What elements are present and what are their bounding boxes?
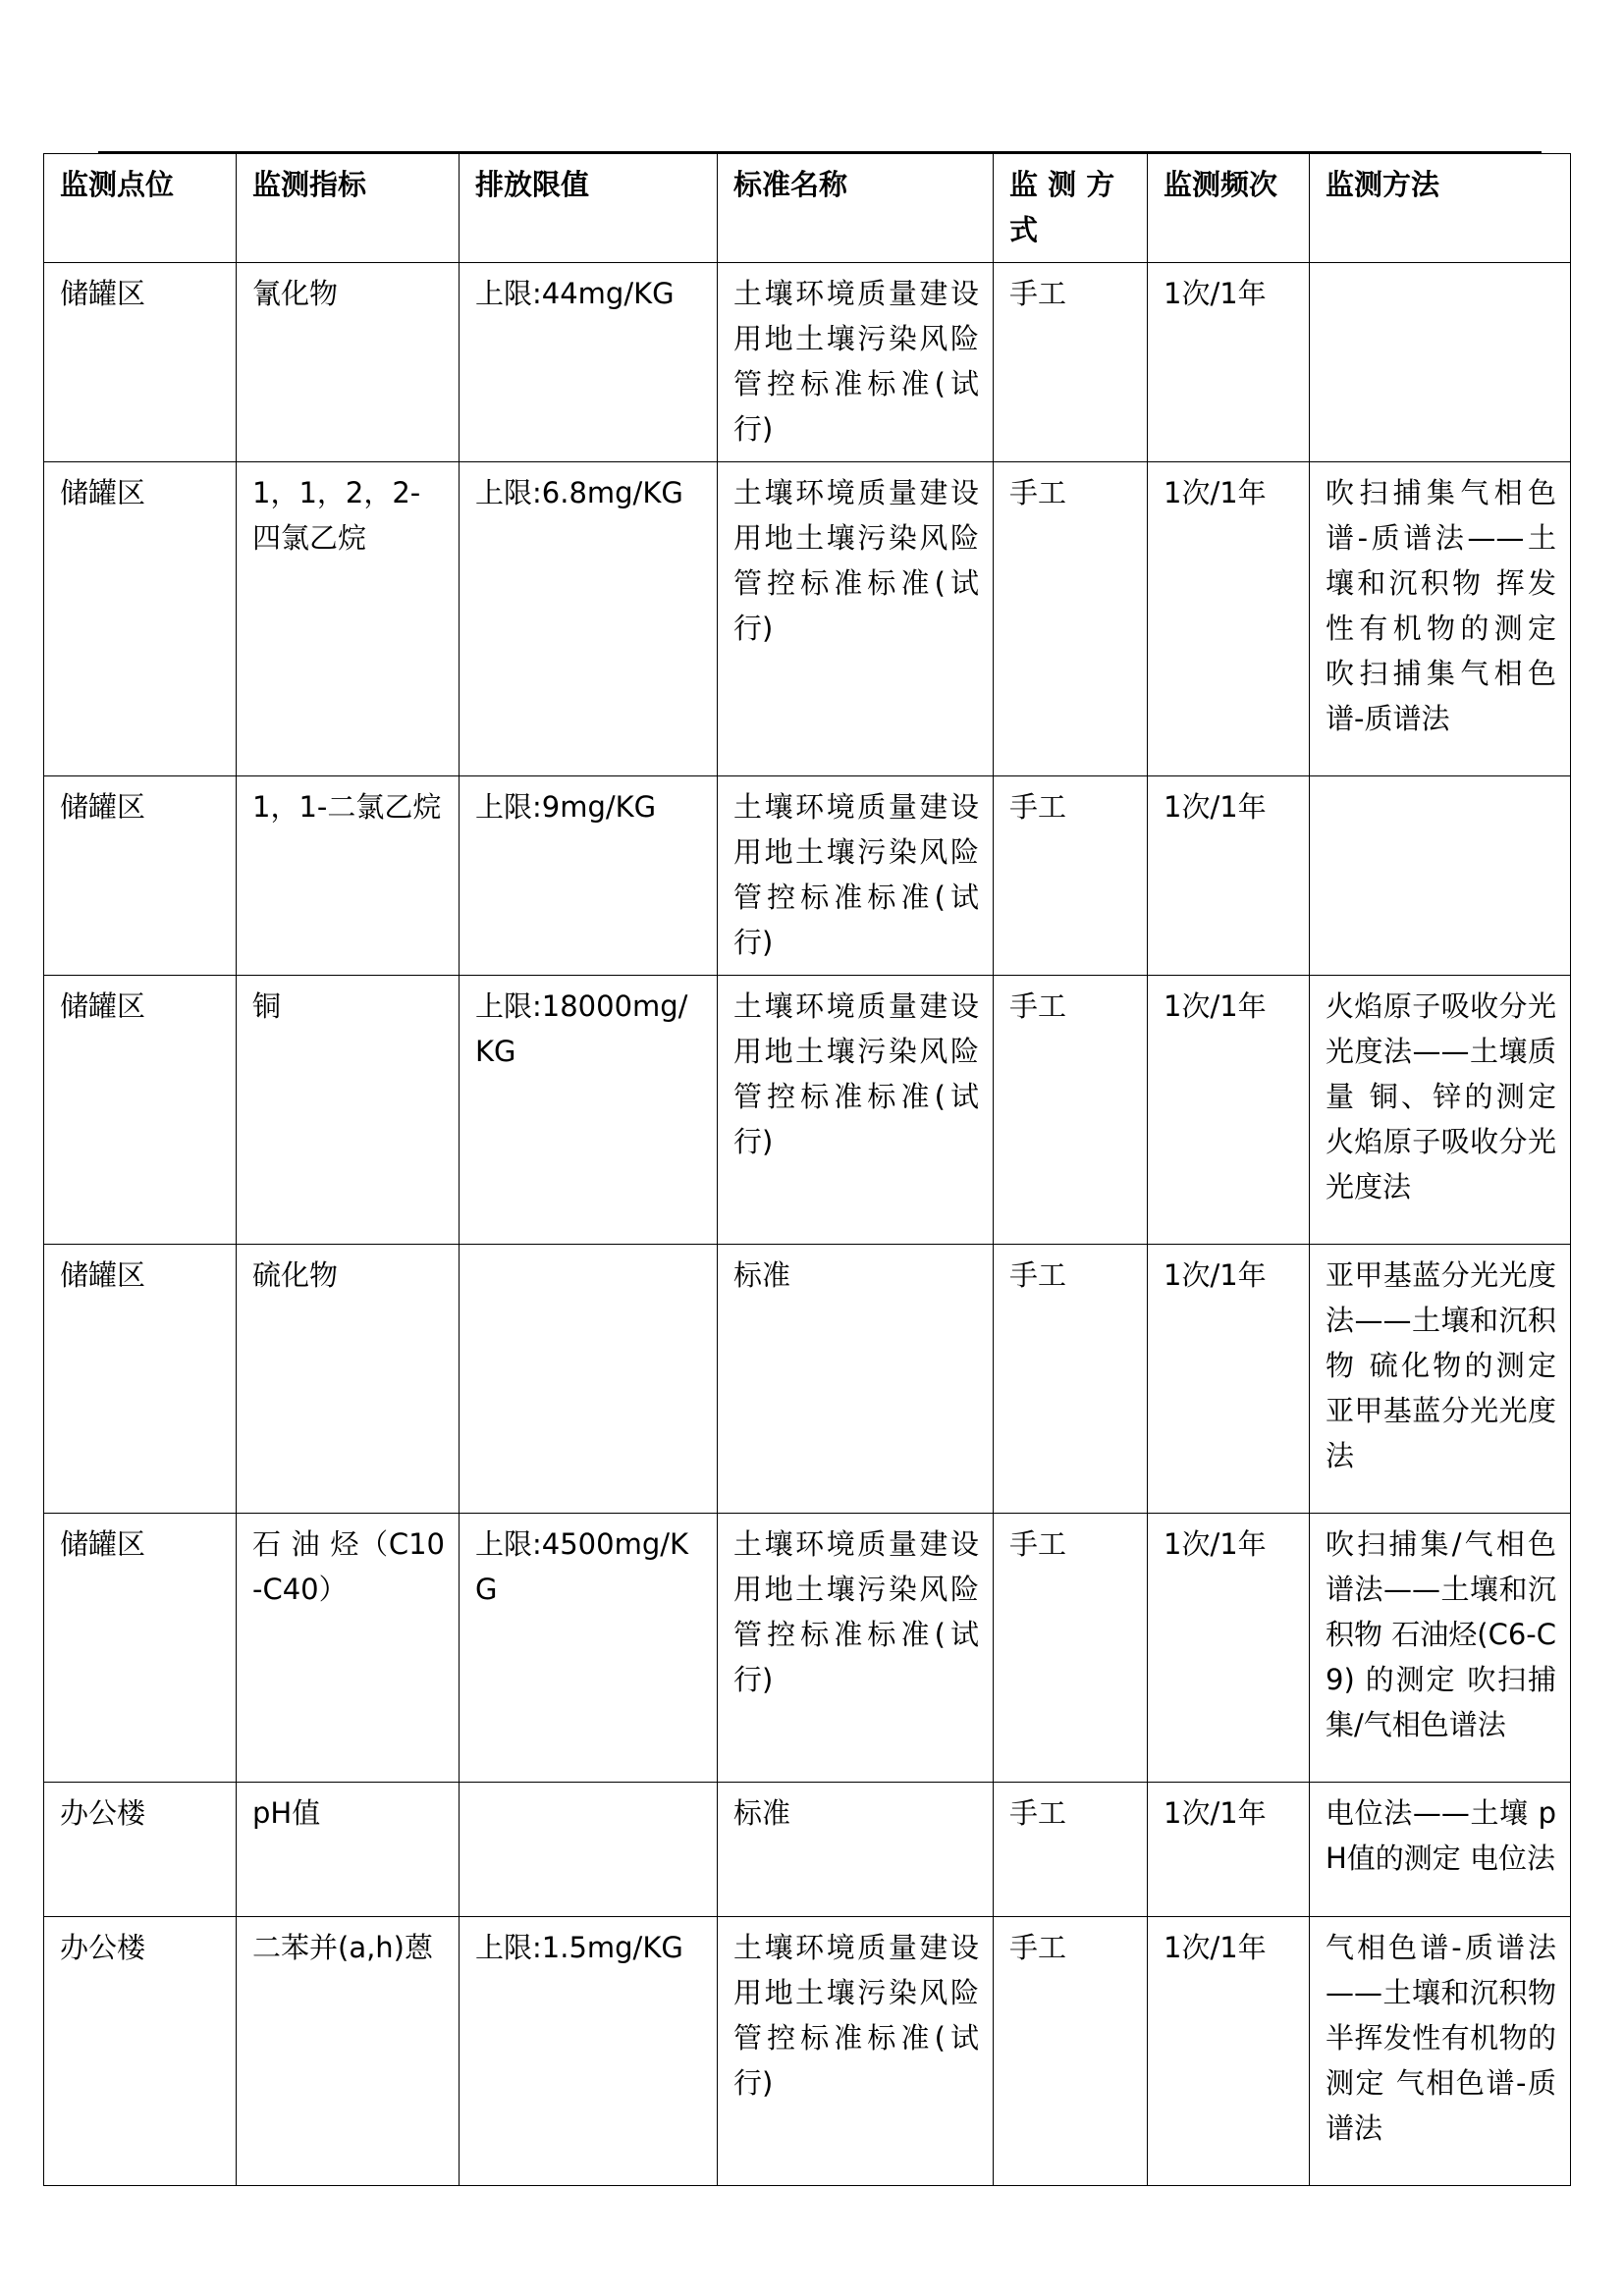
header-standard-name: 标准名称 [718, 154, 994, 263]
cell-monitoring-mode: 手工 [994, 1245, 1148, 1514]
cell-emission-limit: 上限:18000mg/KG [460, 976, 718, 1245]
cell-standard-name: 标准 [718, 1245, 994, 1514]
cell-monitoring-point: 储罐区 [44, 462, 237, 776]
cell-standard-name: 土壤环境质量建设用地土壤污染风险管控标准标准(试行) [718, 776, 994, 976]
table-row [44, 263, 1571, 462]
cell-monitoring-method: 吹扫捕集/气相色谱法——土壤和沉积物 石油烃(C6-C9) 的测定 吹扫捕集/气相色谱法 [1310, 1514, 1571, 1783]
header-emission-limit: 排放限值 [460, 154, 718, 263]
header-monitoring-point: 监测点位 [44, 154, 237, 263]
cell-monitoring-mode: 手工 [994, 1917, 1148, 2186]
header-monitoring-indicator: 监测指标 [237, 154, 460, 263]
monitoring-table [43, 153, 1571, 2186]
cell-monitoring-frequency: 1次/1年 [1148, 263, 1310, 462]
cell-monitoring-method [1310, 263, 1571, 462]
cell-monitoring-mode: 手工 [994, 1783, 1148, 1917]
cell-emission-limit: 上限:6.8mg/KG [460, 462, 718, 776]
cell-monitoring-method: 火焰原子吸收分光光度法——土壤质量 铜、锌的测定 火焰原子吸收分光光度法 [1310, 976, 1571, 1245]
cell-monitoring-point: 储罐区 [44, 976, 237, 1245]
cell-emission-limit: 上限:9mg/KG [460, 776, 718, 976]
cell-monitoring-mode: 手工 [994, 976, 1148, 1245]
cell-monitoring-mode: 手工 [994, 263, 1148, 462]
table-row [44, 1245, 1571, 1514]
cell-standard-name: 土壤环境质量建设用地土壤污染风险管控标准标准(试行) [718, 1514, 994, 1783]
cell-monitoring-frequency: 1次/1年 [1148, 1917, 1310, 2186]
cell-monitoring-frequency: 1次/1年 [1148, 1245, 1310, 1514]
cell-emission-limit [460, 1783, 718, 1917]
cell-monitoring-indicator: 二苯并(a,h)蒽 [237, 1917, 460, 2186]
cell-monitoring-method [1310, 776, 1571, 976]
cell-emission-limit: 上限:44mg/KG [460, 263, 718, 462]
cell-monitoring-mode: 手工 [994, 1514, 1148, 1783]
cell-emission-limit [460, 1245, 718, 1514]
cell-monitoring-frequency: 1次/1年 [1148, 976, 1310, 1245]
cell-monitoring-indicator: 1，1，2，2-四氯乙烷 [237, 462, 460, 776]
cell-monitoring-method: 吹扫捕集气相色谱-质谱法——土壤和沉积物 挥发性有机物的测定 吹扫捕集气相色谱-质谱法 [1310, 462, 1571, 776]
header-monitoring-method: 监测方法 [1310, 154, 1571, 263]
header-monitoring-mode: 监 测 方式 [994, 154, 1148, 263]
cell-monitoring-frequency: 1次/1年 [1148, 1514, 1310, 1783]
cell-monitoring-point: 储罐区 [44, 263, 237, 462]
cell-monitoring-point: 办公楼 [44, 1783, 237, 1917]
table-row [44, 1783, 1571, 1917]
cell-monitoring-frequency: 1次/1年 [1148, 1783, 1310, 1917]
table-row [44, 1514, 1571, 1783]
cell-emission-limit: 上限:4500mg/KG [460, 1514, 718, 1783]
cell-monitoring-mode: 手工 [994, 462, 1148, 776]
cell-monitoring-point: 办公楼 [44, 1917, 237, 2186]
cell-emission-limit: 上限:1.5mg/KG [460, 1917, 718, 2186]
cell-monitoring-method: 气相色谱-质谱法——土壤和沉积物 半挥发性有机物的测定 气相色谱-质谱法 [1310, 1917, 1571, 2186]
cell-monitoring-indicator: 铜 [237, 976, 460, 1245]
cell-standard-name: 土壤环境质量建设用地土壤污染风险管控标准标准(试行) [718, 1917, 994, 2186]
table-row [44, 776, 1571, 976]
table-row [44, 976, 1571, 1245]
cell-monitoring-indicator: 1，1-二氯乙烷 [237, 776, 460, 976]
table-row [44, 462, 1571, 776]
cell-monitoring-mode: 手工 [994, 776, 1148, 976]
cell-monitoring-indicator: 硫化物 [237, 1245, 460, 1514]
cell-standard-name: 土壤环境质量建设用地土壤污染风险管控标准标准(试行) [718, 263, 994, 462]
cell-standard-name: 土壤环境质量建设用地土壤污染风险管控标准标准(试行) [718, 462, 994, 776]
cell-monitoring-method: 亚甲基蓝分光光度法——土壤和沉积物 硫化物的测定 亚甲基蓝分光光度法 [1310, 1245, 1571, 1514]
cell-monitoring-indicator: 石 油 烃（C10-C40） [237, 1514, 460, 1783]
table-row [44, 1917, 1571, 2186]
cell-monitoring-method: 电位法——土壤 pH值的测定 电位法 [1310, 1783, 1571, 1917]
header-monitoring-frequency: 监测频次 [1148, 154, 1310, 263]
cell-monitoring-point: 储罐区 [44, 1514, 237, 1783]
cell-monitoring-indicator: pH值 [237, 1783, 460, 1917]
cell-monitoring-point: 储罐区 [44, 776, 237, 976]
cell-monitoring-frequency: 1次/1年 [1148, 776, 1310, 976]
table-header-row [44, 154, 1571, 263]
cell-monitoring-frequency: 1次/1年 [1148, 462, 1310, 776]
cell-standard-name: 标准 [718, 1783, 994, 1917]
cell-standard-name: 土壤环境质量建设用地土壤污染风险管控标准标准(试行) [718, 976, 994, 1245]
cell-monitoring-indicator: 氰化物 [237, 263, 460, 462]
cell-monitoring-point: 储罐区 [44, 1245, 237, 1514]
